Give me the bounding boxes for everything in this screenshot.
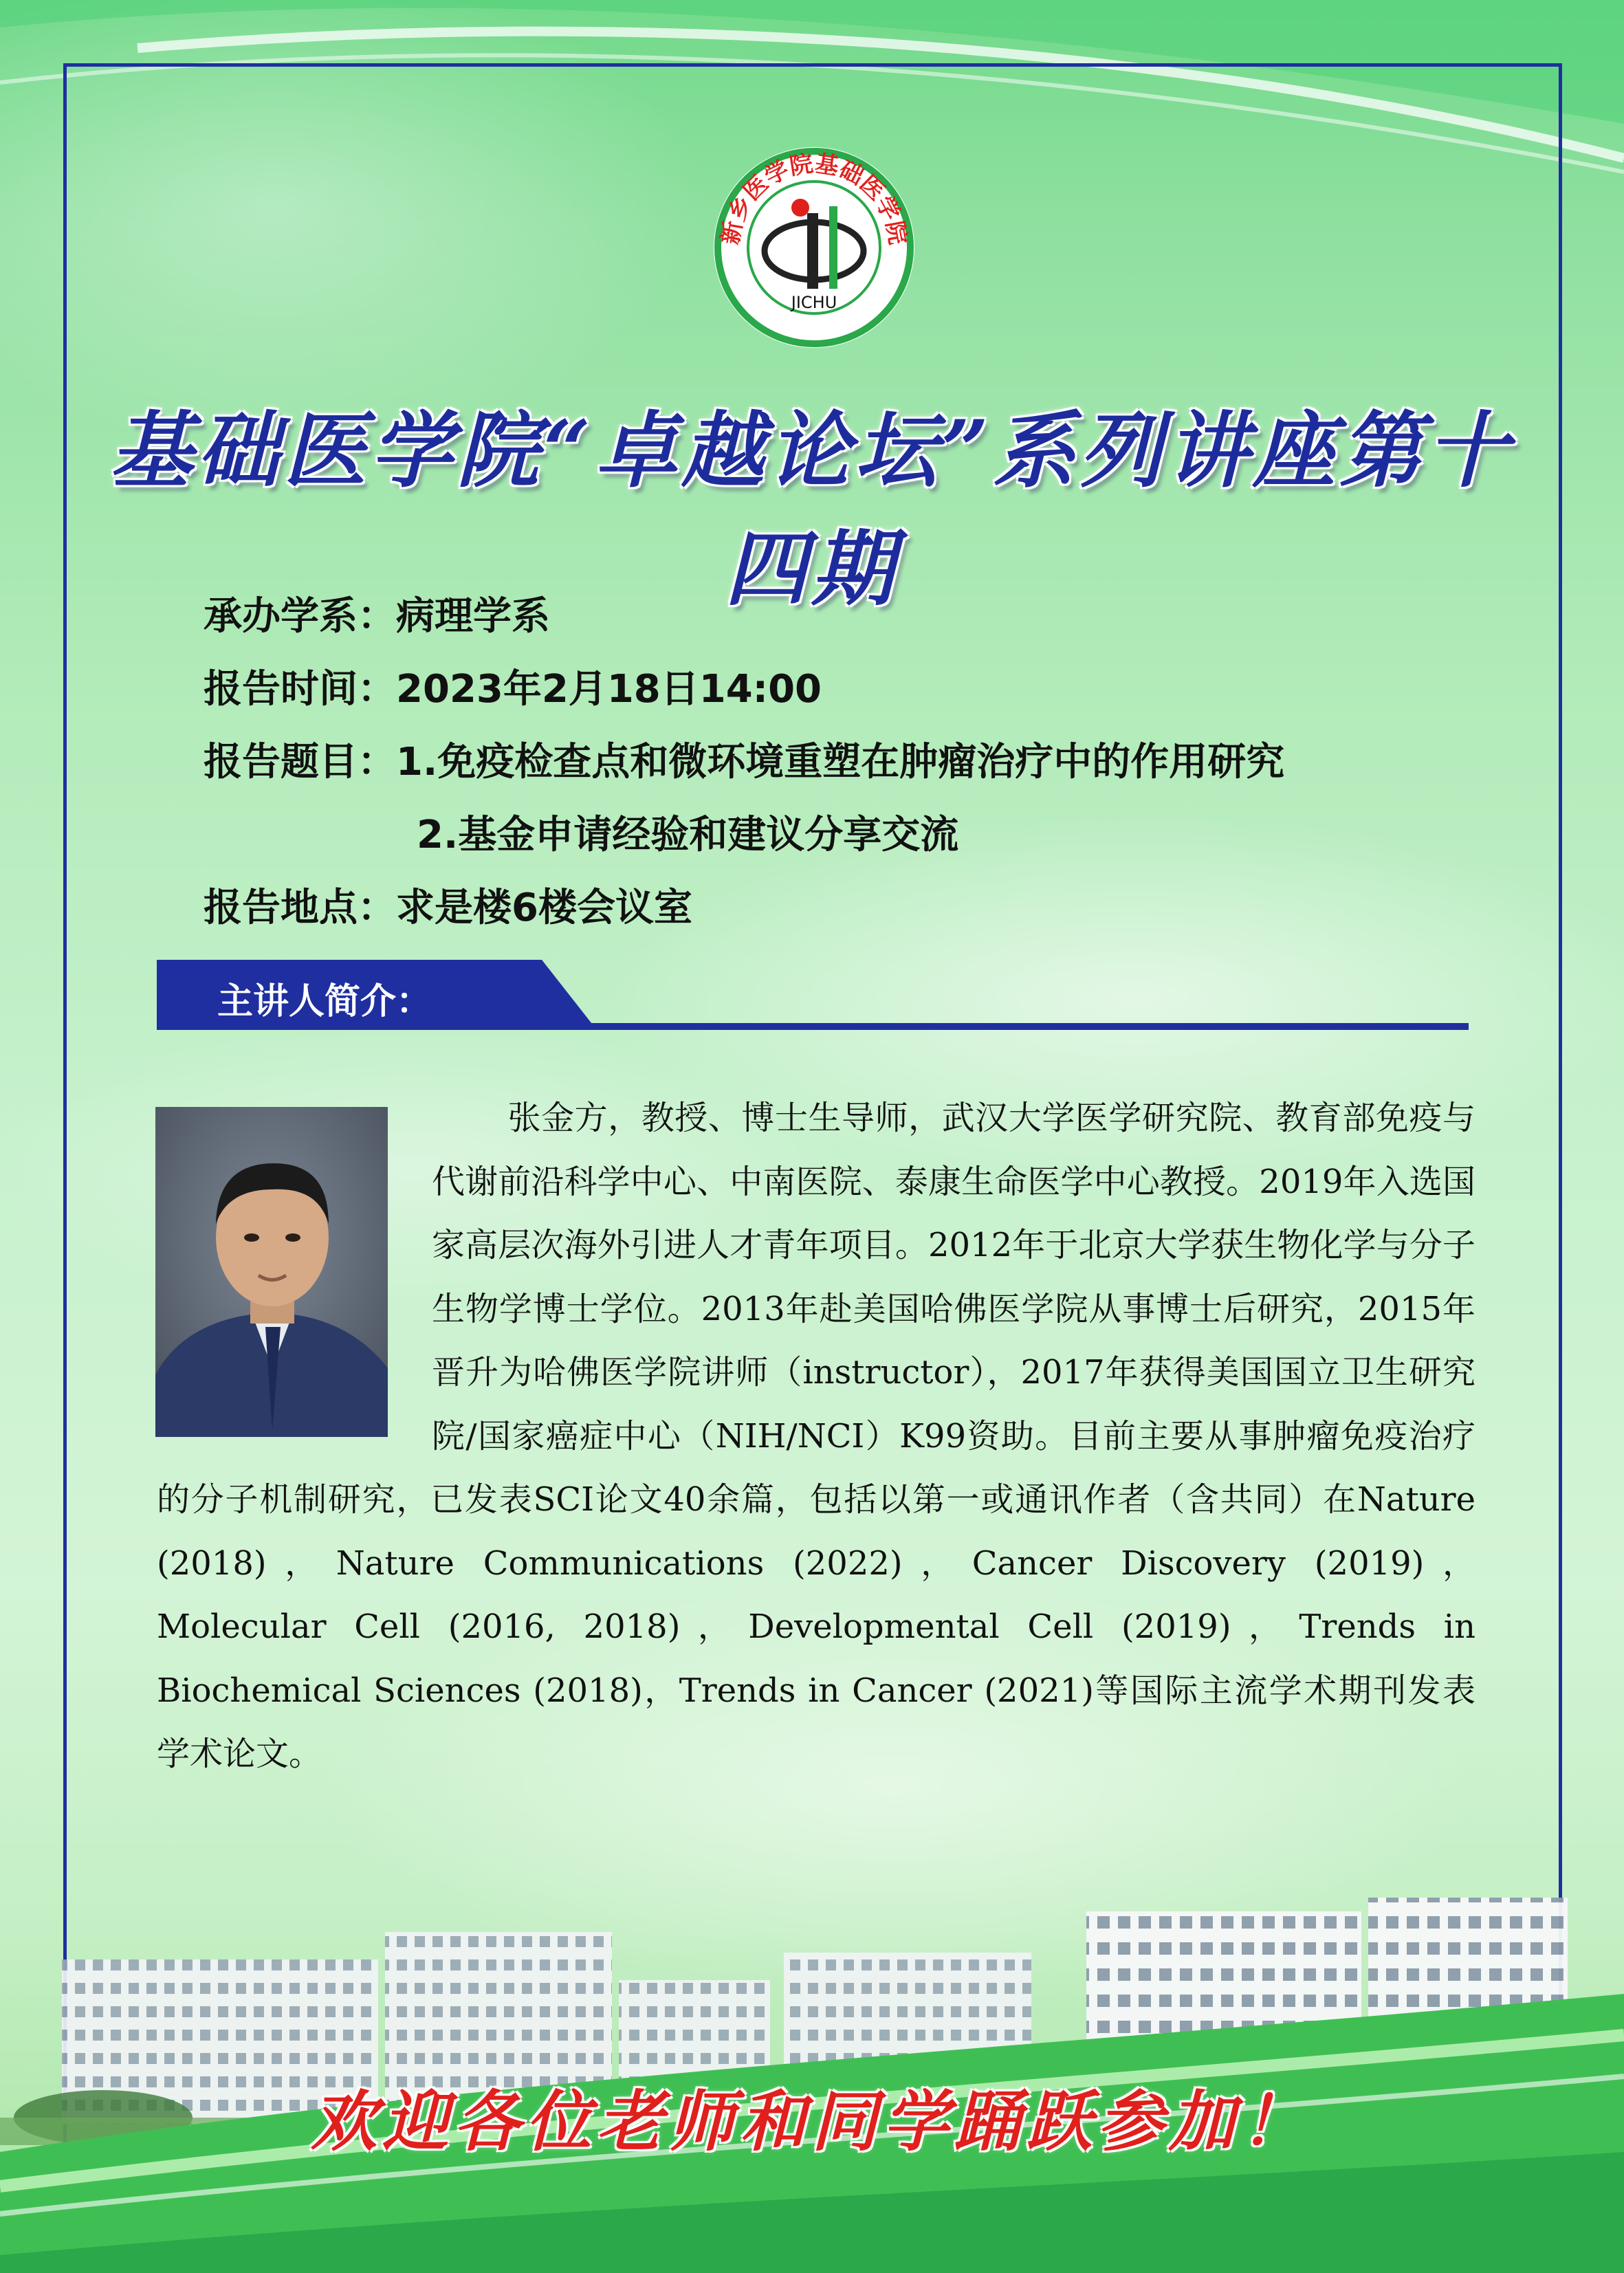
info-row-topic — [204, 732, 1284, 787]
logo-mark-text: JICHU — [791, 293, 837, 312]
speaker-bio-text: 张金方，教授、博士生导师，武汉大学医学研究院、教育部免疫与代谢前沿科学中心、中南医院、泰康生命医学中心教授。2019年入选国家高层次海外引进人才青年项目。2012年于北京大学获生物化学与分子生物学博士学位。2013年赴美国哈佛医学院从事博士后研究，2015年晋升为哈佛医学院讲师（instructor），2017年获得美国国立卫生研究院/国家癌症中心（NIH/NCI）K99资助。目前主要从事肿瘤免疫治疗的分子机制研究，已发表SCI论文40余篇，包括以第一或通讯作者（含共同）在Nature (2018)，Nature Communications (2022)，Cancer Discovery (2019)， Molecular Cell (2016, 2018)，Developmental Cell (2019)，Trends in Biochemical Sciences (2018)，Trends in Cancer (2021)等国际主流学术期刊发表学术论文。 — [157, 1099, 1475, 1773]
welcome-message: 欢迎各位老师和同学踊跃参加！ — [311, 2083, 1312, 2160]
topic-2: 2.基金申请经验和建议分享交流 — [417, 813, 959, 857]
info-row-time — [204, 659, 822, 714]
time-label: 报告时间： — [204, 667, 396, 712]
dept-value: 病理学系 — [396, 594, 550, 639]
speaker-bio — [157, 1086, 1475, 1786]
speaker-heading: 主讲人简介： — [217, 981, 432, 1022]
logo-ring-text: 新乡医学院基础医学院 — [716, 150, 912, 247]
topic-label: 报告题目： — [204, 740, 396, 784]
place-value: 求是楼6楼会议室 — [396, 886, 692, 930]
place-label: 报告地点： — [204, 886, 396, 930]
page-title: 基础医学院“卓越论坛”系列讲座第十四期 — [109, 402, 1513, 617]
topic-1: 1.免疫检查点和微环境重塑在肿瘤治疗中的作用研究 — [396, 740, 1285, 784]
info-row-place — [204, 877, 692, 932]
info-row-topic-2 — [417, 804, 958, 859]
info-row-dept — [204, 586, 550, 641]
dept-label: 承办学系： — [204, 594, 396, 639]
time-value: 2023年2月18日14:00 — [396, 667, 822, 712]
school-logo — [711, 144, 917, 351]
